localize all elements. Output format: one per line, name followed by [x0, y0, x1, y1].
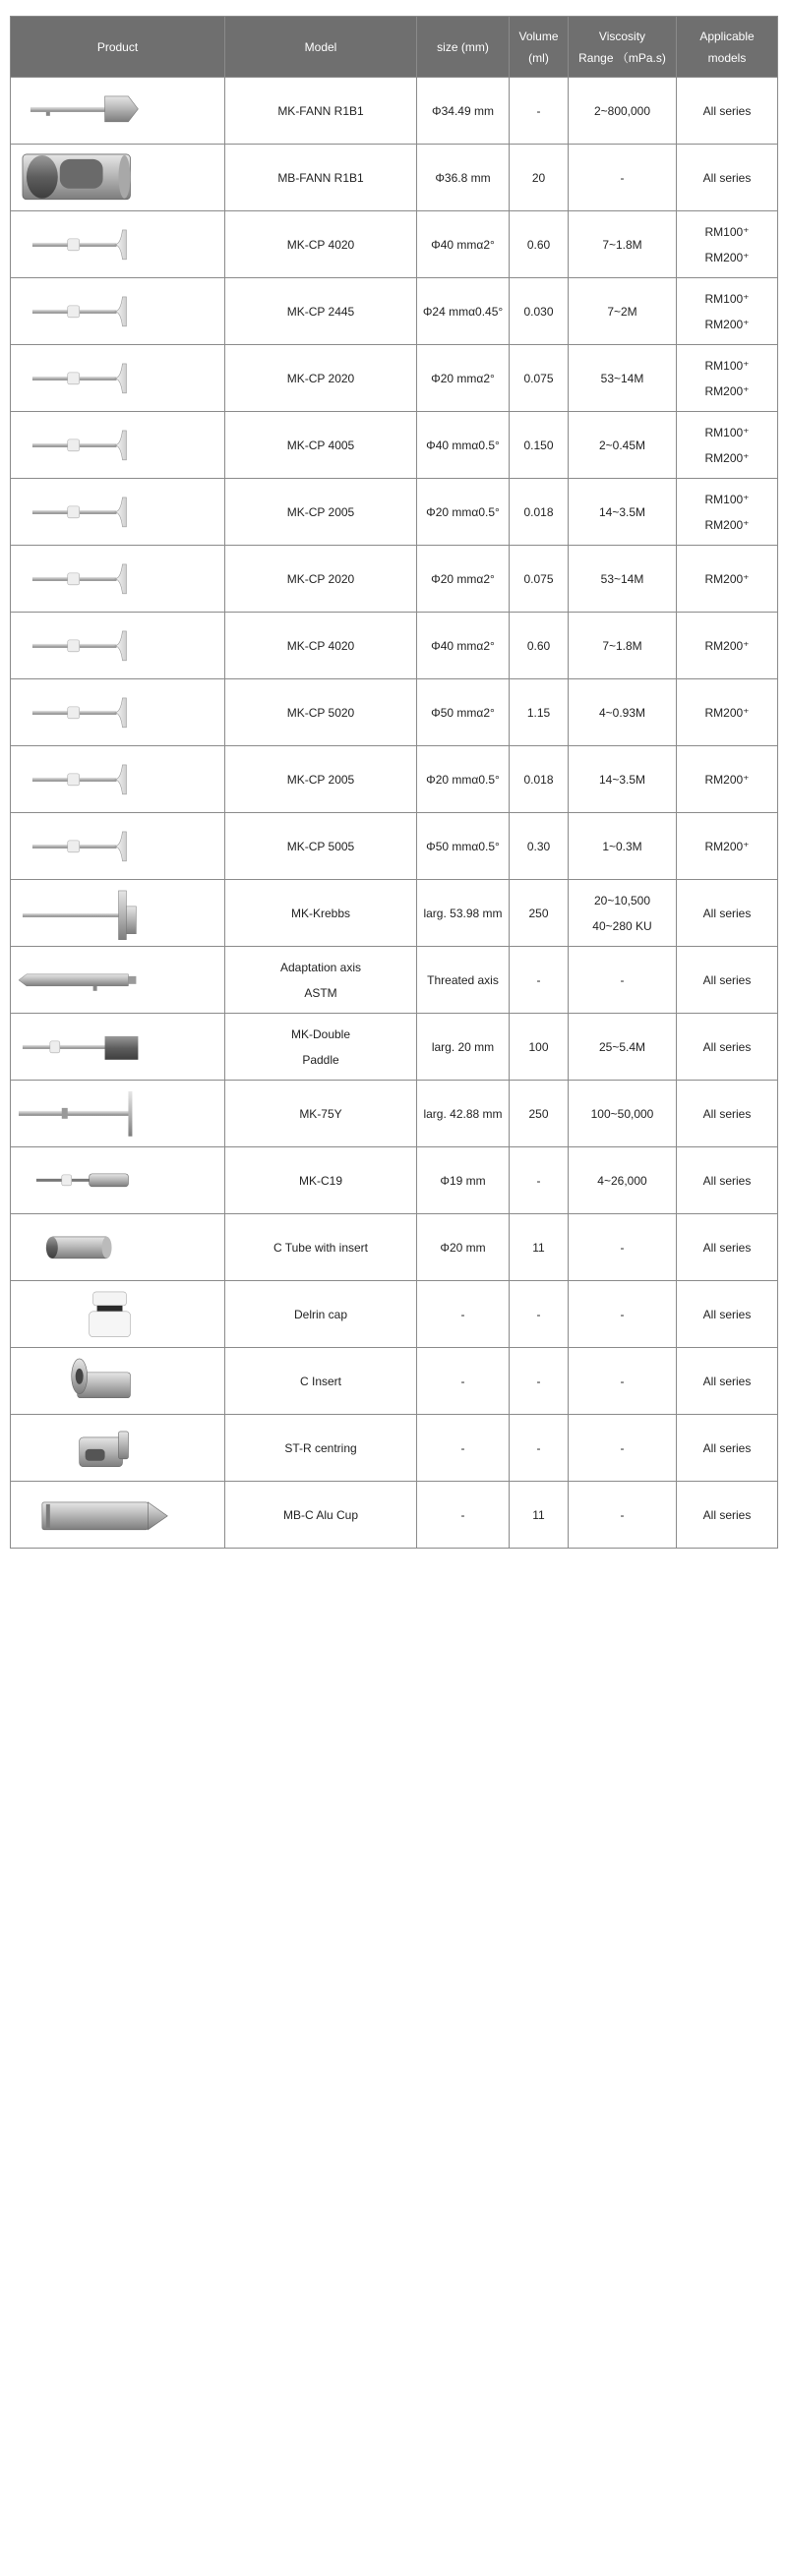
t-bar-spindle-icon [11, 1082, 224, 1146]
volume-cell: 0.018 [510, 746, 569, 813]
table-row [11, 546, 778, 613]
viscosity-cell: 100~50,000 [569, 1081, 677, 1147]
size-cell: Φ34.49 mm [417, 78, 510, 145]
viscosity-cell: - [569, 1281, 677, 1348]
table-row [11, 345, 778, 412]
krebs-paddle-icon [11, 881, 224, 946]
table-row [11, 679, 778, 746]
table-body [11, 78, 778, 1549]
viscosity-cell: - [569, 1214, 677, 1281]
volume-cell: 11 [510, 1214, 569, 1281]
volume-cell: - [510, 1348, 569, 1415]
applicable-models-cell: RM200⁺ [677, 546, 778, 613]
applicable-models-cell: All series [677, 1214, 778, 1281]
volume-cell: 0.075 [510, 345, 569, 412]
table-row [11, 813, 778, 880]
volume-cell: 11 [510, 1482, 569, 1549]
volume-cell: 0.075 [510, 546, 569, 613]
size-cell: - [417, 1348, 510, 1415]
applicable-models-cell: RM100⁺ RM200⁺ [677, 278, 778, 345]
table-row [11, 1415, 778, 1482]
product-image-cell [11, 1214, 225, 1281]
model-cell: Delrin cap [225, 1281, 417, 1348]
table-row [11, 278, 778, 345]
cap-icon [11, 1282, 224, 1347]
applicable-models-cell: All series [677, 1281, 778, 1348]
cone-plate-spindle-icon [11, 814, 224, 879]
alu-cup-icon [11, 1483, 224, 1548]
viscosity-cell: 7~1.8M [569, 613, 677, 679]
model-cell: ST-R centring [225, 1415, 417, 1482]
size-cell: Φ24 mmα0.45° [417, 278, 510, 345]
viscosity-cell: - [569, 1482, 677, 1549]
viscosity-cell: 4~26,000 [569, 1147, 677, 1214]
small-spindle-icon [11, 1148, 224, 1213]
size-cell: Threated axis [417, 947, 510, 1014]
viscosity-cell: - [569, 947, 677, 1014]
viscosity-cell: 1~0.3M [569, 813, 677, 880]
applicable-models-cell: All series [677, 1081, 778, 1147]
viscosity-cell: 4~0.93M [569, 679, 677, 746]
applicable-models-cell: RM200⁺ [677, 679, 778, 746]
volume-cell: 0.150 [510, 412, 569, 479]
size-cell: Φ20 mmα0.5° [417, 746, 510, 813]
tube-icon [11, 1215, 224, 1280]
viscosity-cell: 53~14M [569, 345, 677, 412]
cone-plate-spindle-icon [11, 547, 224, 612]
table-row [11, 412, 778, 479]
size-cell: - [417, 1281, 510, 1348]
insert-icon [11, 1349, 224, 1414]
product-image-cell [11, 1348, 225, 1415]
viscosity-cell: 20~10,500 40~280 KU [569, 880, 677, 947]
cone-plate-spindle-icon [11, 480, 224, 545]
size-cell: Φ20 mmα2° [417, 345, 510, 412]
applicable-models-cell: RM100⁺ RM200⁺ [677, 211, 778, 278]
applicable-models-cell: All series [677, 1147, 778, 1214]
product-image-cell [11, 412, 225, 479]
model-cell: MK-CP 2445 [225, 278, 417, 345]
table-row [11, 1482, 778, 1549]
volume-cell: - [510, 1147, 569, 1214]
table-header-row [11, 17, 778, 78]
viscosity-cell: 53~14M [569, 546, 677, 613]
centring-icon [11, 1416, 224, 1481]
table-row [11, 145, 778, 211]
volume-cell: 20 [510, 145, 569, 211]
volume-cell: 1.15 [510, 679, 569, 746]
spindle-spec-table [10, 16, 778, 1549]
size-cell: larg. 42.88 mm [417, 1081, 510, 1147]
model-cell: MK-CP 4005 [225, 412, 417, 479]
volume-cell: 0.30 [510, 813, 569, 880]
model-cell: MB-C Alu Cup [225, 1482, 417, 1549]
product-image-cell [11, 546, 225, 613]
volume-cell: 250 [510, 880, 569, 947]
size-cell: Φ20 mmα0.5° [417, 479, 510, 546]
cone-spindle-icon [11, 79, 224, 144]
model-cell: MB-FANN R1B1 [225, 145, 417, 211]
model-cell: MK-Krebbs [225, 880, 417, 947]
applicable-models-cell: All series [677, 145, 778, 211]
volume-cell: 0.018 [510, 479, 569, 546]
table-row [11, 78, 778, 145]
applicable-models-cell: RM200⁺ [677, 813, 778, 880]
applicable-models-cell: All series [677, 1014, 778, 1081]
size-cell: Φ20 mmα2° [417, 546, 510, 613]
volume-cell: - [510, 947, 569, 1014]
table-row [11, 1281, 778, 1348]
product-image-cell [11, 479, 225, 546]
table-row [11, 947, 778, 1014]
viscosity-cell: - [569, 1415, 677, 1482]
table-row [11, 746, 778, 813]
model-cell: MK-Double Paddle [225, 1014, 417, 1081]
header-viscosity: Viscosity Range （mPa.s) [569, 17, 677, 78]
product-image-cell [11, 1147, 225, 1214]
model-cell: MK-CP 2020 [225, 546, 417, 613]
product-image-cell [11, 1281, 225, 1348]
size-cell: Φ19 mm [417, 1147, 510, 1214]
viscosity-cell: - [569, 145, 677, 211]
table-row [11, 1348, 778, 1415]
cone-plate-spindle-icon [11, 680, 224, 745]
product-image-cell [11, 1482, 225, 1549]
table-row [11, 613, 778, 679]
product-image-cell [11, 947, 225, 1014]
table-row [11, 880, 778, 947]
viscosity-cell: 7~1.8M [569, 211, 677, 278]
header-product: Product [11, 17, 225, 78]
model-cell: C Insert [225, 1348, 417, 1415]
viscosity-cell: 14~3.5M [569, 479, 677, 546]
double-paddle-icon [11, 1015, 224, 1080]
model-cell: MK-FANN R1B1 [225, 78, 417, 145]
size-cell: - [417, 1482, 510, 1549]
header-model: Model [225, 17, 417, 78]
volume-cell: - [510, 78, 569, 145]
model-cell: MK-C19 [225, 1147, 417, 1214]
volume-cell: - [510, 1281, 569, 1348]
viscosity-cell: 2~800,000 [569, 78, 677, 145]
applicable-models-cell: RM200⁺ [677, 746, 778, 813]
viscosity-cell: 14~3.5M [569, 746, 677, 813]
table-row [11, 211, 778, 278]
model-cell: MK-CP 2005 [225, 746, 417, 813]
cone-plate-spindle-icon [11, 279, 224, 344]
applicable-models-cell: RM100⁺ RM200⁺ [677, 479, 778, 546]
applicable-models-cell: All series [677, 947, 778, 1014]
applicable-models-cell: RM200⁺ [677, 613, 778, 679]
volume-cell: 0.030 [510, 278, 569, 345]
volume-cell: 0.60 [510, 211, 569, 278]
size-cell: Φ40 mmα2° [417, 211, 510, 278]
applicable-models-cell: All series [677, 78, 778, 145]
header-volume: Volume (ml) [510, 17, 569, 78]
product-image-cell [11, 278, 225, 345]
product-image-cell [11, 1014, 225, 1081]
model-cell: C Tube with insert [225, 1214, 417, 1281]
cone-plate-spindle-icon [11, 346, 224, 411]
header-applicable: Applicable models [677, 17, 778, 78]
product-image-cell [11, 880, 225, 947]
model-cell: MK-CP 4020 [225, 613, 417, 679]
volume-cell: 0.60 [510, 613, 569, 679]
model-cell: MK-CP 2005 [225, 479, 417, 546]
product-image-cell [11, 746, 225, 813]
product-image-cell [11, 1081, 225, 1147]
product-image-cell [11, 679, 225, 746]
header-size: size (mm) [417, 17, 510, 78]
product-image-cell [11, 1415, 225, 1482]
size-cell: Φ20 mm [417, 1214, 510, 1281]
applicable-models-cell: All series [677, 1348, 778, 1415]
table-row [11, 479, 778, 546]
applicable-models-cell: RM100⁺ RM200⁺ [677, 412, 778, 479]
product-image-cell [11, 211, 225, 278]
volume-cell: 100 [510, 1014, 569, 1081]
cone-plate-spindle-icon [11, 747, 224, 812]
adaptation-axis-icon [11, 948, 224, 1013]
viscosity-cell: 2~0.45M [569, 412, 677, 479]
viscosity-cell: - [569, 1348, 677, 1415]
size-cell: Φ50 mmα2° [417, 679, 510, 746]
applicable-models-cell: All series [677, 880, 778, 947]
size-cell: larg. 20 mm [417, 1014, 510, 1081]
viscosity-cell: 25~5.4M [569, 1014, 677, 1081]
model-cell: MK-CP 5005 [225, 813, 417, 880]
product-image-cell [11, 145, 225, 211]
table-row [11, 1081, 778, 1147]
table-row [11, 1014, 778, 1081]
size-cell: Φ40 mmα2° [417, 613, 510, 679]
model-cell: MK-75Y [225, 1081, 417, 1147]
spec-table-container [10, 16, 777, 1549]
product-image-cell [11, 813, 225, 880]
applicable-models-cell: All series [677, 1482, 778, 1549]
product-image-cell [11, 78, 225, 145]
viscosity-cell: 7~2M [569, 278, 677, 345]
cylinder-bob-icon [11, 146, 224, 210]
size-cell: Φ50 mmα0.5° [417, 813, 510, 880]
product-image-cell [11, 345, 225, 412]
model-cell: Adaptation axis ASTM [225, 947, 417, 1014]
model-cell: MK-CP 5020 [225, 679, 417, 746]
size-cell: Φ36.8 mm [417, 145, 510, 211]
cone-plate-spindle-icon [11, 413, 224, 478]
volume-cell: - [510, 1415, 569, 1482]
applicable-models-cell: All series [677, 1415, 778, 1482]
model-cell: MK-CP 2020 [225, 345, 417, 412]
cone-plate-spindle-icon [11, 614, 224, 678]
table-row [11, 1214, 778, 1281]
model-cell: MK-CP 4020 [225, 211, 417, 278]
product-image-cell [11, 613, 225, 679]
applicable-models-cell: RM100⁺ RM200⁺ [677, 345, 778, 412]
size-cell: Φ40 mmα0.5° [417, 412, 510, 479]
size-cell: larg. 53.98 mm [417, 880, 510, 947]
cone-plate-spindle-icon [11, 212, 224, 277]
table-row [11, 1147, 778, 1214]
size-cell: - [417, 1415, 510, 1482]
volume-cell: 250 [510, 1081, 569, 1147]
